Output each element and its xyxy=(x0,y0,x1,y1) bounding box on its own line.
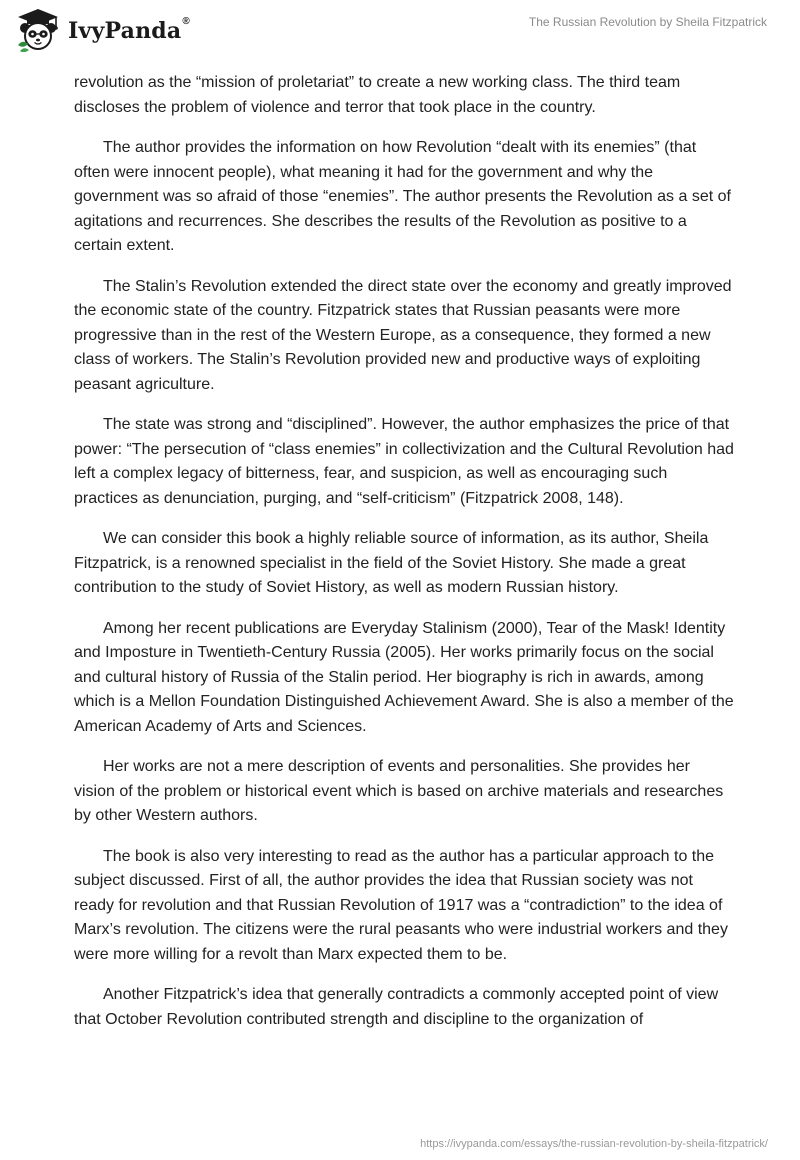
paragraph: The author provides the information on how Revolution “dealt with its enemies” (that often were innocent people), what meaning it had for the government and why the government was so afraid of those “enemies”. The author presents the Revolution as a set of agitations and recurrences. She describes the results of the Revolution as positive to a certain extent. xyxy=(74,139,731,254)
document-title: The Russian Revolution by Sheila Fitzpatrick xyxy=(528,15,767,29)
paragraph: The Stalin’s Revolution extended the direct state over the economy and greatly improved the economic state of the country. Fitzpatrick states that Russian peasants were more progressive than in the rest of the Western Europe, as a consequence, they formed a new class of workers. The Stalin’s Revolution provided new and productive ways of exploiting peasant agriculture. xyxy=(74,277,732,393)
source-url[interactable]: https://ivypanda.com/essays/the-russian-revolution-by-sheila-fitzpatrick/ xyxy=(420,1138,768,1150)
ivypanda-logo[interactable] xyxy=(14,8,190,52)
brand-name xyxy=(68,18,190,44)
brand-name-text: IvyPanda xyxy=(68,18,182,44)
essay-body xyxy=(74,71,734,1048)
paragraph: We can consider this book a highly reliable source of information, as its author, Sheila Fitzpatrick, is a renowned specialist in the field of the Soviet History. She made a great contribution to the study of Soviet History, as well as modern Russian history. xyxy=(74,530,709,596)
panda-graduate-icon xyxy=(14,8,62,52)
registered-mark: ® xyxy=(182,16,190,27)
paragraph: Her works are not a mere description of events and personalities. She provides her vision of the problem or historical event which is based on archive materials and researches by other Western authors. xyxy=(74,758,724,824)
paragraph: Another Fitzpatrick’s idea that generally contradicts a commonly accepted point of view that October Revolution contributed strength and discipline to the organization of xyxy=(74,986,719,1028)
paragraph: The state was strong and “disciplined”. However, the author emphasizes the price of that power: “The persecution of “class enemies” in collectivization and the Cultural Revolution had left a complex legacy of bitterness, fear, and suspicion, as well as encouraging such practices as denunciation, purging, and “self-criticism” (Fitzpatrick 2008, 148). xyxy=(74,416,734,507)
page-header xyxy=(0,0,800,60)
paragraph: The book is also very interesting to read as the author has a particular approach to the subject discussed. First of all, the author provides the idea that Russian society was not ready for revolution and that Russian Revolution of 1917 was a “contradiction” to the idea of Marx’s revolution. The citizens were the rural peasants who were industrial workers and they were more willing for a revolt than Marx expected them to be. xyxy=(74,847,728,963)
paragraph: Among her recent publications are Everyday Stalinism (2000), Tear of the Mask! Identity and Imposture in Twentieth-Century Russia (2005). Her works primarily focus on the social and cultural history of Russia of the Stalin period. Her biography is rich in awards, among which is a Mellon Foundation Distinguished Achievement Award. She is also a member of the American Academy of Arts and Sciences. xyxy=(74,619,734,735)
paragraph: revolution as the “mission of proletariat” to create a new working class. The third team discloses the problem of violence and terror that took place in the country. xyxy=(74,74,681,116)
